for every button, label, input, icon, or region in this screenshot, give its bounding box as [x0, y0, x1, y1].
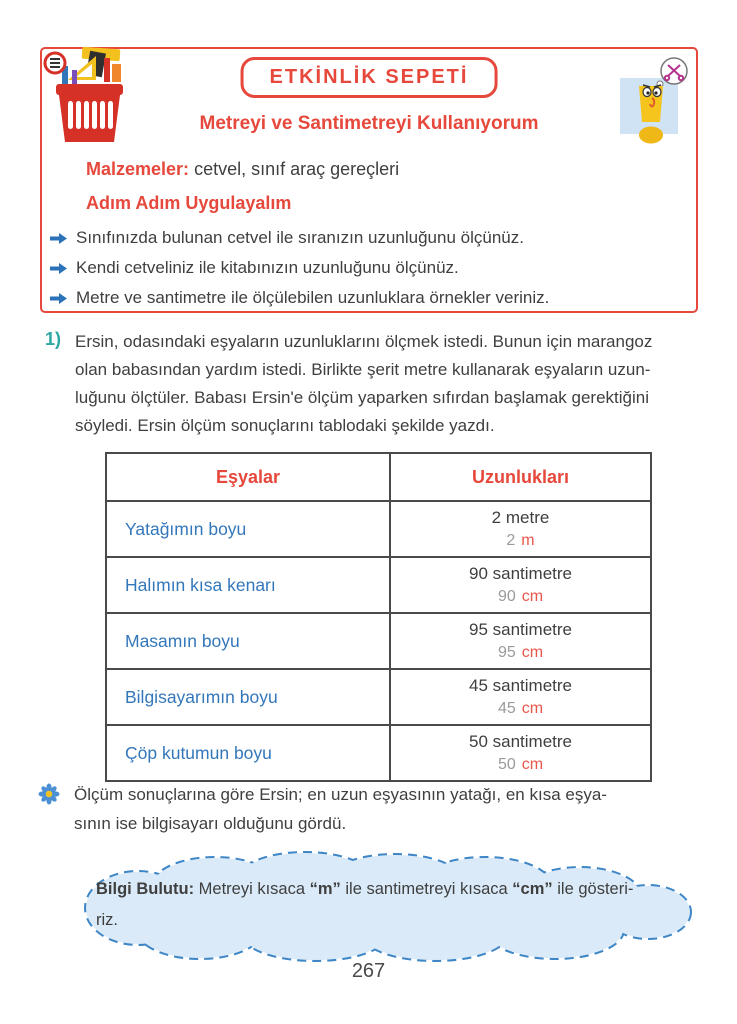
table-row	[106, 613, 651, 669]
measurement-table	[105, 452, 652, 782]
length-short: 45 cm	[497, 700, 544, 717]
info-cloud-label: Bilgi Bulutu:	[96, 880, 195, 898]
step-text: Sınıfınızda bulunan cetvel ile sıranızın uzunluğunu ölçünüz.	[76, 228, 524, 247]
table-row	[106, 669, 651, 725]
result-paragraph	[38, 780, 703, 838]
steps-title: Adım Adım Uygulayalım	[86, 193, 292, 213]
table-row	[106, 501, 651, 557]
supplies-basket-icon	[42, 46, 137, 153]
item-length	[390, 557, 651, 613]
length-short: 95 cm	[497, 644, 544, 661]
item-length	[390, 669, 651, 725]
activity-title: Metreyi ve Santimetreyi Kullanıyorum	[199, 113, 539, 134]
length-words: 90 santimetre	[469, 564, 572, 583]
length-short: 2 m	[506, 532, 535, 549]
activity-box	[40, 47, 698, 313]
info-cloud-text: Bilgi Bulutu: Metreyi kısaca “m” ile santimetreyi kısaca “cm” ile gösteri- riz.	[96, 880, 634, 929]
header-items: Eşyalar	[106, 453, 390, 501]
info-cloud	[50, 846, 700, 968]
question-1	[45, 328, 700, 440]
length-words: 95 santimetre	[469, 620, 572, 639]
item-name: Masamın boyu	[106, 613, 390, 669]
step-item	[50, 283, 549, 313]
question-number: 1)	[45, 329, 62, 349]
item-name: Halımın kısa kenarı	[106, 557, 390, 613]
item-length	[390, 501, 651, 557]
length-short: 50 cm	[497, 756, 544, 773]
header-lengths: Uzunlukları	[390, 453, 651, 501]
flower-icon	[38, 783, 60, 810]
question-text: Ersin, odasındaki eşyaların uzunluklarını ölçmek istedi. Bunun için marangoz olan babasından yardım istedi. Birlikte şerit metre kullanarak eşyaların uzun- luğunu ölçtüler. Babası Ersin'e ölçüm yaparken sıfırdan başlamak gerektiğini söyledi. Ersin ölçüm sonuçlarını tablodaki şekilde yazdı.	[75, 332, 653, 435]
arrow-right-icon	[50, 292, 69, 305]
activity-badge: ETKİNLİK SEPETİ	[241, 57, 498, 98]
length-words: 2 metre	[491, 508, 550, 527]
step-text: Metre ve santimetre ile ölçülebilen uzunluklara örnekler veriniz.	[76, 288, 550, 307]
arrow-right-icon	[50, 232, 69, 245]
item-name: Yatağımın boyu	[106, 501, 390, 557]
table-row	[106, 725, 651, 781]
step-item	[50, 223, 549, 253]
step-item	[50, 253, 549, 283]
result-text: Ölçüm sonuçlarına göre Ersin; en uzun eşyasının yatağı, en kısa eşya- sının ise bilgisayarı olduğunu gördü.	[74, 785, 607, 833]
unit-m: “m”	[309, 880, 341, 898]
materials-text: cetvel, sınıf araç gereçleri	[194, 159, 400, 179]
length-short: 90 cm	[497, 588, 544, 605]
page-number: 267	[351, 960, 386, 982]
table-row	[106, 557, 651, 613]
length-words: 50 santimetre	[469, 732, 572, 751]
item-name: Çöp kutumun boyu	[106, 725, 390, 781]
item-length	[390, 725, 651, 781]
steps-list	[50, 223, 549, 313]
step-text: Kendi cetveliniz ile kitabınızın uzunluğunu ölçünüz.	[76, 258, 459, 277]
unit-cm: “cm”	[512, 880, 553, 898]
pencil-mascot-icon	[614, 56, 694, 151]
item-length	[390, 613, 651, 669]
length-words: 45 santimetre	[469, 676, 572, 695]
materials-label: Malzemeler:	[86, 159, 190, 179]
materials-line	[86, 159, 399, 180]
item-name: Bilgisayarımın boyu	[106, 669, 390, 725]
table-header-row	[106, 453, 651, 501]
arrow-right-icon	[50, 262, 69, 275]
